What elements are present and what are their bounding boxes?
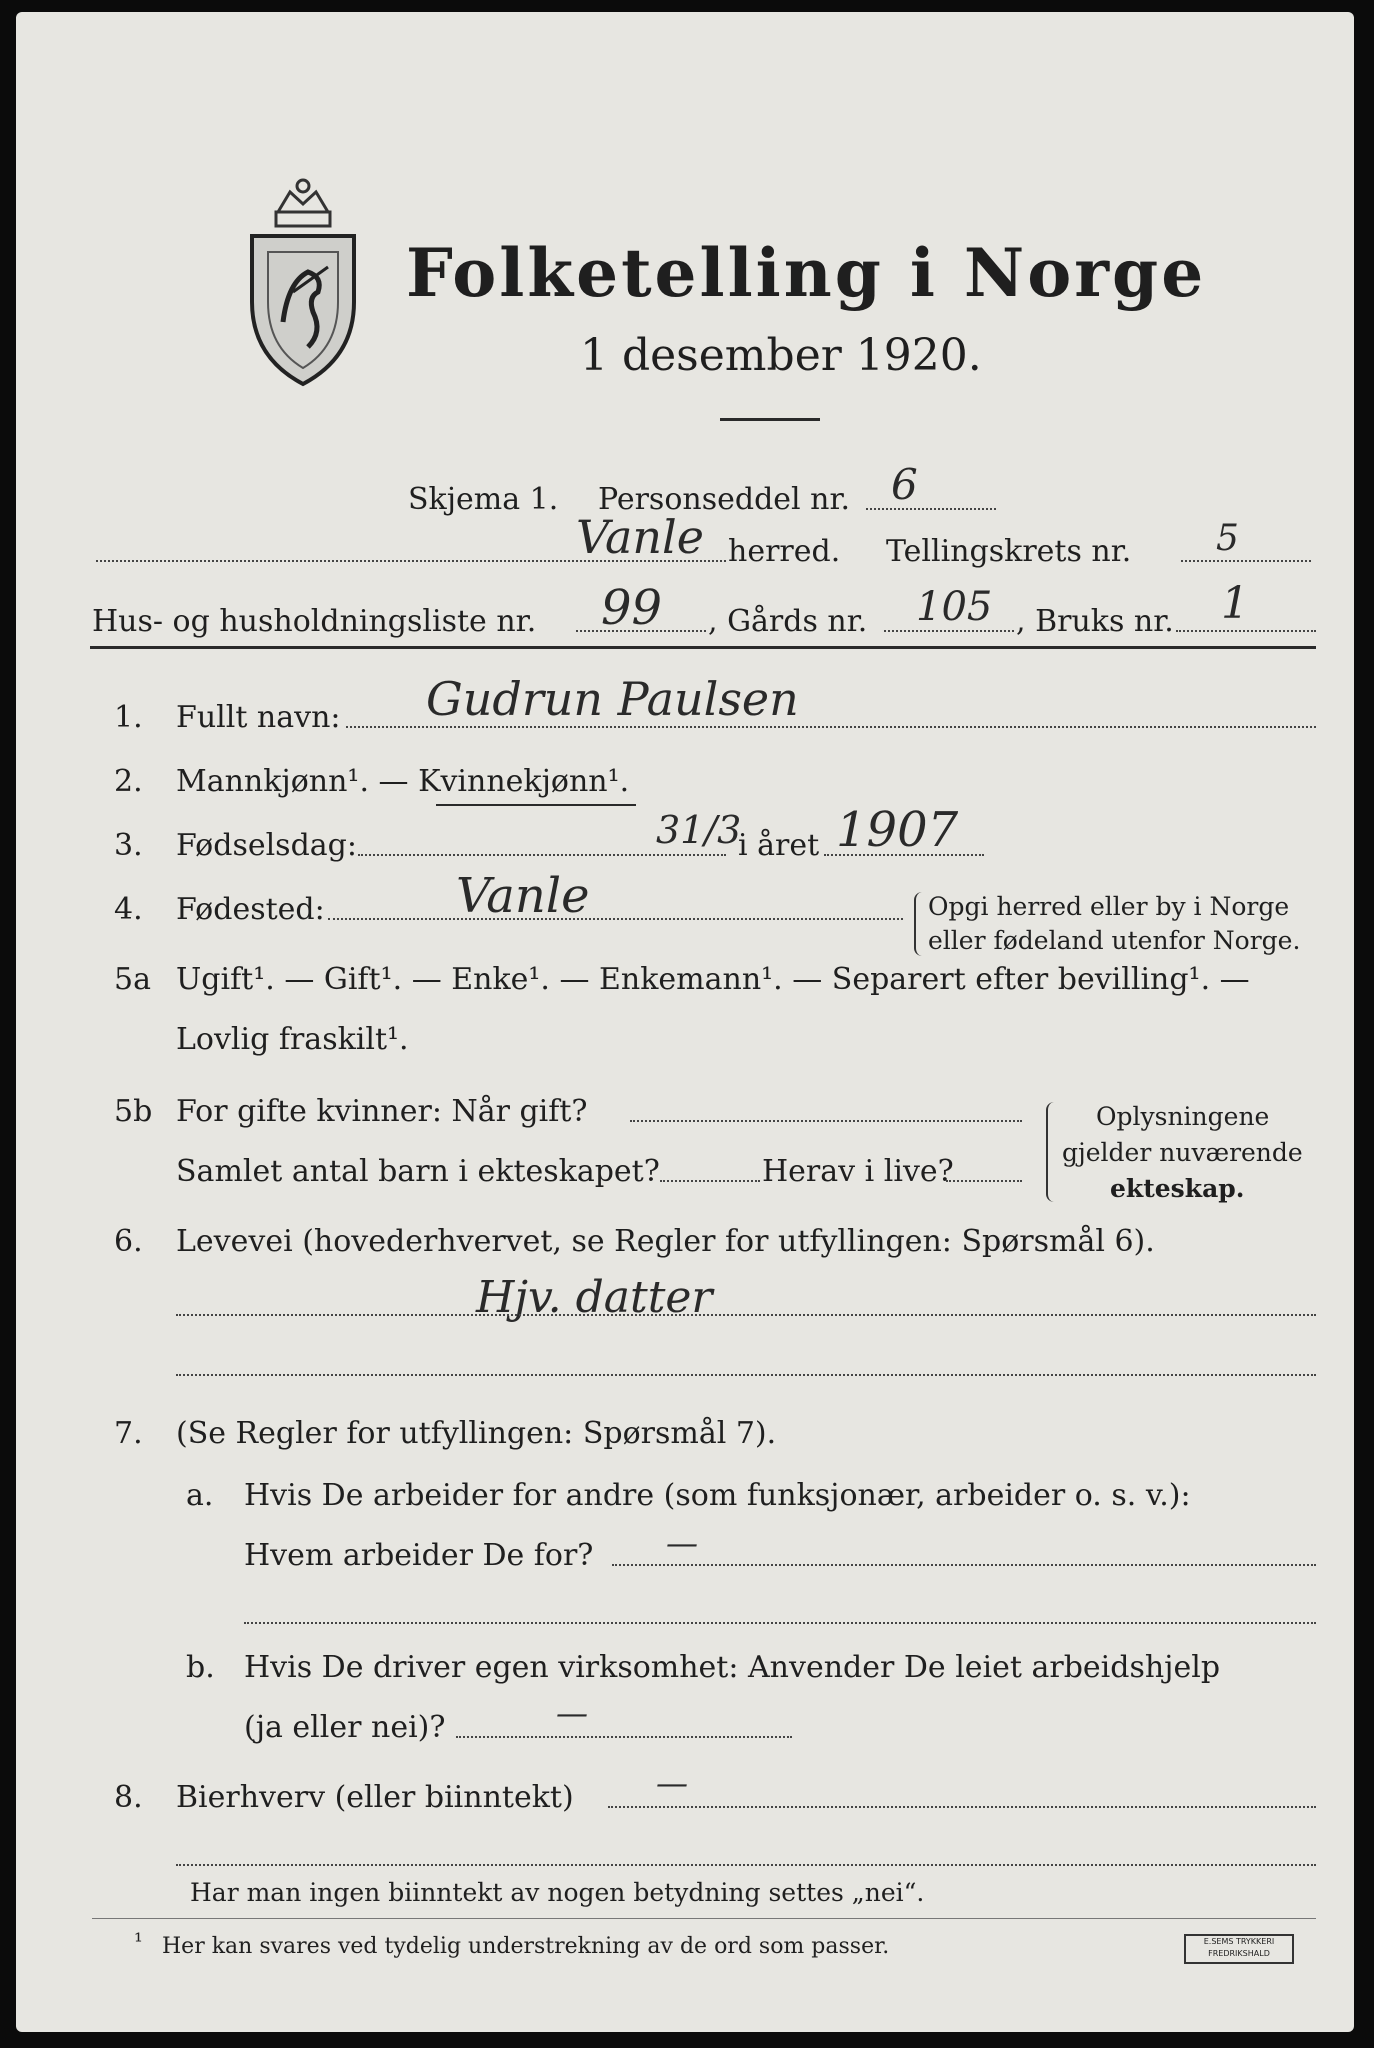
q7b-line2: (ja eller nei)? — [244, 1710, 446, 1745]
coat-of-arms-emblem — [238, 172, 368, 392]
q2-label: Mannkjønn¹. — Kvinnekjønn¹. — [176, 764, 630, 799]
side-income-value[interactable]: — — [656, 1764, 688, 1802]
bruks-value[interactable]: 1 — [1221, 578, 1249, 629]
q7a-line1: Hvis De arbeider for andre (som funksjonær, arbeider o. s. v.): — [244, 1478, 1191, 1513]
tellingskrets-label: Tellingskrets nr. — [886, 534, 1132, 569]
husliste-value[interactable]: 99 — [601, 580, 663, 636]
hired-help-value[interactable]: — — [556, 1694, 588, 1732]
q3-label: Fødselsdag: — [176, 828, 357, 863]
q4-label: Fødested: — [176, 892, 325, 927]
herred-value[interactable]: Vanle — [576, 510, 704, 564]
skjema-label: Skjema 1. — [408, 482, 559, 517]
footnote-separator — [92, 1918, 1316, 1919]
q5b-number: 5b — [114, 1094, 153, 1129]
employer-value[interactable]: — — [666, 1524, 698, 1562]
q1-label: Fullt navn: — [176, 700, 341, 735]
q5b-line1: For gifte kvinner: Når gift? — [176, 1094, 588, 1129]
q8-number: 8. — [114, 1780, 143, 1815]
q6-number: 6. — [114, 1224, 143, 1259]
q6-label: Levevei (hovederhvervet, se Regler for utfyllingen: Spørsmål 6). — [176, 1224, 1155, 1259]
q5a-line2: Lovlig fraskilt¹. — [176, 1022, 409, 1057]
q3-number: 3. — [114, 828, 143, 863]
birthplace-note-1: Opgi herred eller by i Norge — [928, 892, 1290, 921]
q7a-line2: Hvem arbeider De for? — [244, 1538, 594, 1573]
personseddel-value[interactable]: 6 — [891, 460, 918, 509]
q5a-line1: Ugift¹. — Gift¹. — Enke¹. — Enkemann¹. — Separert efter bevilling¹. — — [176, 962, 1250, 997]
q5b-line2b: Herav i live? — [762, 1154, 954, 1189]
q4-number: 4. — [114, 892, 143, 927]
q2-number: 2. — [114, 764, 143, 799]
birthplace-note-2: eller fødeland utenfor Norge. — [928, 926, 1301, 955]
gards-value[interactable]: 105 — [916, 584, 993, 630]
printer-stamp — [1184, 1934, 1294, 1964]
q5a-number: 5a — [114, 962, 151, 997]
marriage-note-3: ekteskap. — [1110, 1174, 1245, 1203]
census-form-sheet — [16, 12, 1354, 2032]
q7b-letter: b. — [186, 1650, 215, 1685]
marriage-note-1: Oplysningene — [1096, 1102, 1270, 1131]
q7-number: 7. — [114, 1416, 143, 1451]
year-label: i året — [738, 828, 820, 863]
footnote-text: Her kan svares ved tydelig understrekning av de ord som passer. — [162, 1934, 890, 1959]
birthplace-value[interactable]: Vanle — [456, 868, 590, 924]
census-date: 1 desember 1920. — [580, 330, 982, 381]
tellingskrets-value[interactable]: 5 — [1216, 518, 1239, 559]
q1-number: 1. — [114, 700, 143, 735]
q7a-letter: a. — [186, 1478, 214, 1513]
birthdate-value[interactable]: 31/3 — [656, 808, 742, 852]
husliste-label: Hus- og husholdningsliste nr. — [92, 604, 537, 639]
birth-year-value[interactable]: 1907 — [836, 802, 959, 858]
form-title: Folketelling i Norge — [406, 234, 1207, 312]
header-separator — [90, 646, 1316, 649]
footnote-marker: ¹ — [134, 1930, 143, 1955]
q8-label: Bierhverv (eller biinntekt) — [176, 1780, 574, 1815]
title-divider — [720, 418, 820, 421]
personseddel-label: Personseddel nr. — [598, 482, 851, 517]
printer-stamp-text: E.SEMS TRYKKERI FREDRIKSHALD — [1203, 1937, 1275, 1958]
herred-label: herred. — [728, 534, 841, 569]
kvinnekjonn-underline — [436, 804, 636, 806]
q7b-line1: Hvis De driver egen virksomhet: Anvender De leiet arbeidshjelp — [244, 1650, 1221, 1685]
bruks-label: , Bruks nr. — [1016, 604, 1174, 639]
q5b-line2a: Samlet antal barn i ekteskapet? — [176, 1154, 660, 1189]
marriage-note-2: gjelder nuværende — [1062, 1138, 1303, 1167]
full-name-value[interactable]: Gudrun Paulsen — [426, 672, 799, 726]
gards-label: , Gårds nr. — [708, 604, 868, 639]
no-income-note: Har man ingen biinntekt av nogen betydning settes „nei“. — [190, 1878, 925, 1907]
occupation-value[interactable]: Hjv. datter — [476, 1272, 713, 1323]
q7-label: (Se Regler for utfyllingen: Spørsmål 7). — [176, 1416, 777, 1451]
